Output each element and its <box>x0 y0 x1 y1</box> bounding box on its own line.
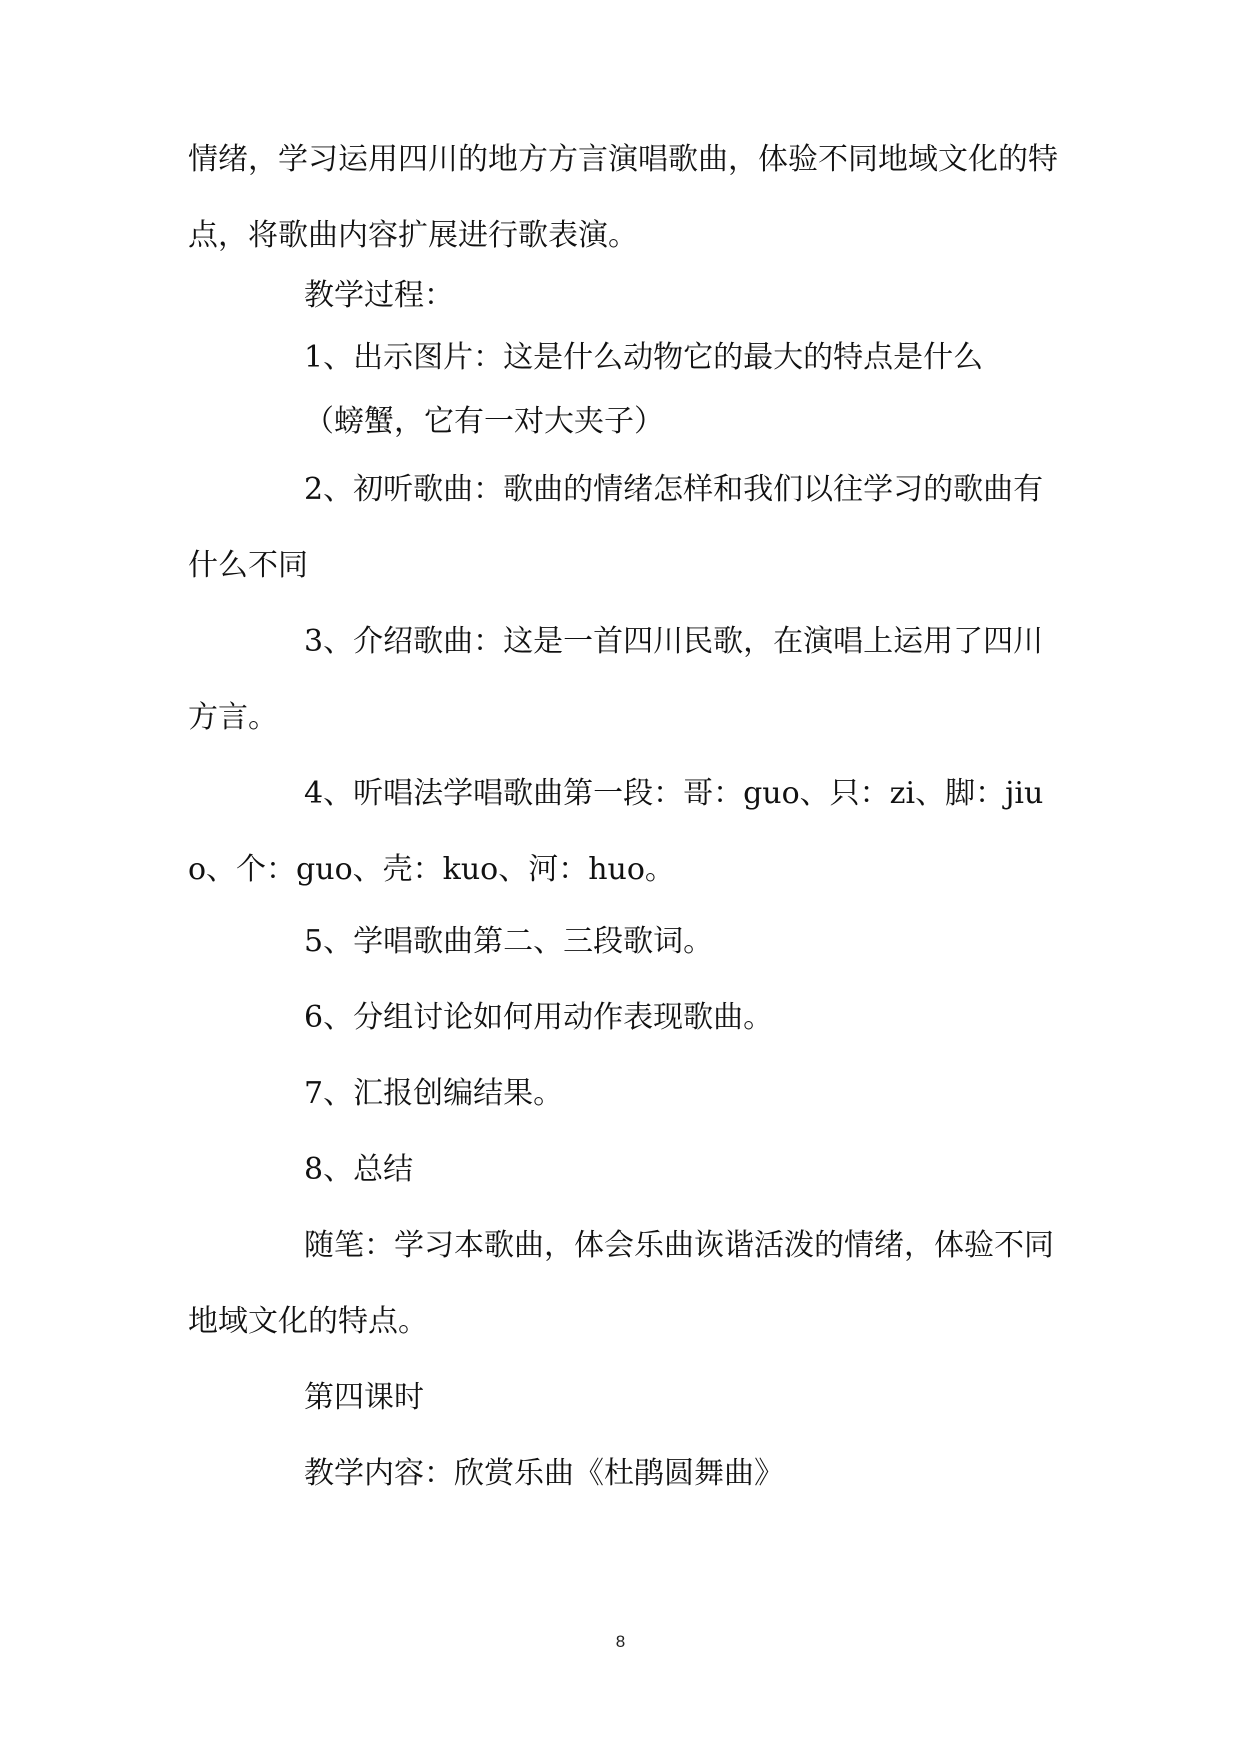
paragraph-step-4: 4、听唱法学唱歌曲第一段：哥：guo、只：zi、脚：jiuo、个：guo、壳：kuo、河：huo。 <box>188 776 1044 887</box>
paragraph-step-7: 7、汇报创编结果。 <box>304 1076 564 1111</box>
paragraph-process-heading: 教学过程： <box>304 278 454 313</box>
paragraph-step-3: 3、介绍歌曲：这是一首四川民歌，在演唱上运用了四川方言。 <box>188 624 1044 735</box>
paragraph-step-6: 6、分组讨论如何用动作表现歌曲。 <box>304 1000 774 1035</box>
paragraph-step-2: 2、初听歌曲：歌曲的情绪怎样和我们以往学习的歌曲有什么不同 <box>188 472 1044 583</box>
page-number: 8 <box>615 1632 626 1651</box>
paragraph-lesson-4-heading: 第四课时 <box>304 1380 424 1415</box>
paragraph-step-1: 1、出示图片：这是什么动物它的最大的特点是什么 <box>304 340 984 375</box>
paragraph-step-1-answer: （螃蟹，它有一对大夹子） <box>304 404 664 439</box>
paragraph-step-5: 5、学唱歌曲第二、三段歌词。 <box>304 924 714 959</box>
paragraph-notes: 随笔：学习本歌曲，体会乐曲诙谐活泼的情绪，体验不同地域文化的特点。 <box>188 1228 1054 1339</box>
paragraph-objective: 情绪，学习运用四川的地方方言演唱歌曲，体验不同地域文化的特点，将歌曲内容扩展进行歌表演。 <box>188 142 1058 253</box>
paragraph-step-8: 8、总结 <box>304 1152 414 1187</box>
paragraph-lesson-4-content: 教学内容：欣赏乐曲《杜鹃圆舞曲》 <box>304 1456 784 1491</box>
